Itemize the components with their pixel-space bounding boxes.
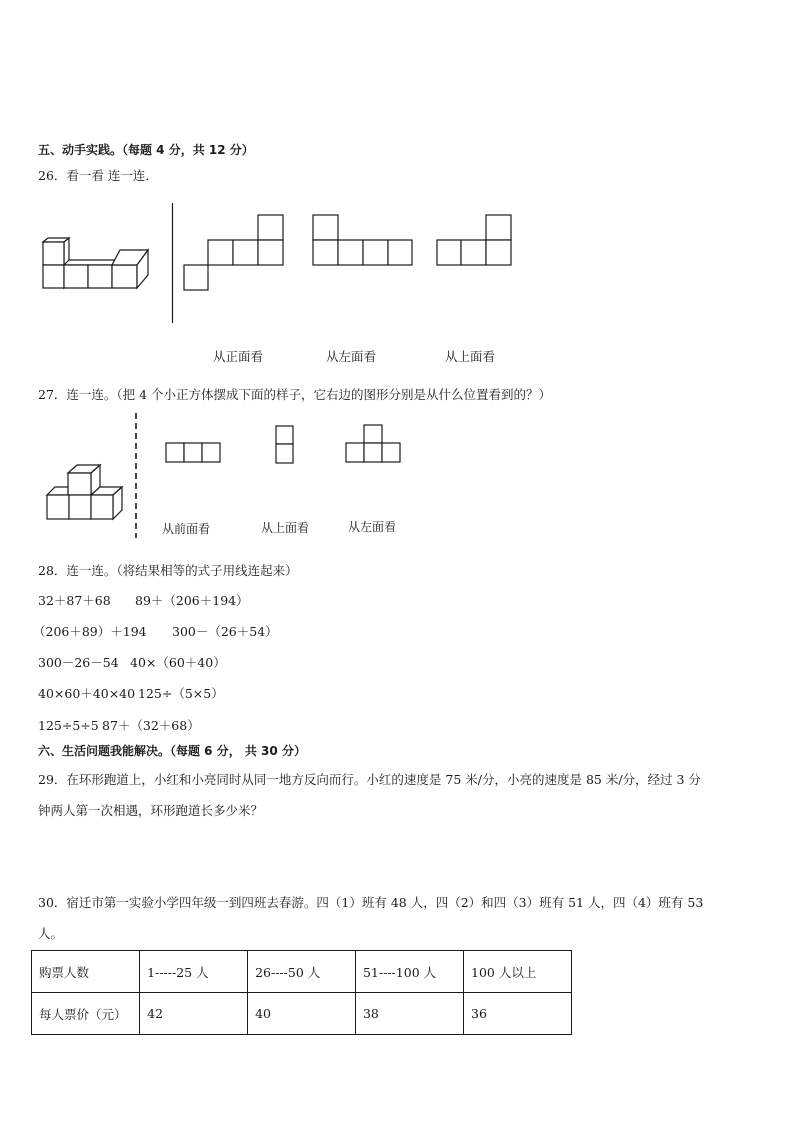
question-29-line-2: 钟两人第一次相遇，环形跑道长多少米？ [38,803,264,818]
q27-label-front: 从前面看 [162,522,211,536]
q26-solid-figure [40,238,155,293]
table-cell: 36 [464,993,572,1035]
q26-label-top: 从上面看 [445,349,496,364]
q27-label-left: 从左面看 [348,520,397,534]
table-cell: 42 [140,993,248,1035]
q28-left-expression-1: 32＋87＋68 [38,593,111,608]
q28-right-expression-4: 125÷（5×5） [138,686,224,701]
ticket-price-table [31,950,572,1035]
q26-view-option-1 [183,214,285,292]
table-cell: 购票人数 [32,951,140,993]
table-cell: 40 [248,993,356,1035]
q27-view-option-3 [345,424,403,464]
q27-view-option-2 [275,425,295,465]
table-cell: 每人票价（元） [32,993,140,1035]
q26-divider-line [171,203,175,323]
table-cell: 51----100 人 [355,951,463,993]
question-29-line-1: 29．在环形跑道上，小红和小亮同时从同一地方反向而行。小红的速度是 75 米/分，小亮的速度是 85 米/分，经过 3 分 [38,772,701,787]
question-27-title: 27．连一连。（把 4 个小正方体摆成下面的样子，它右边的图形分别是从什么位置看到的？） [38,387,552,402]
table-row [32,951,572,993]
question-30-line-2: 人。 [38,926,64,941]
question-26-title: 26．看一看 连一连． [38,168,158,183]
q27-label-top: 从上面看 [261,521,310,535]
q26-view-option-2 [312,214,414,268]
q28-right-expression-2: 300－（26＋54） [172,624,278,639]
q28-right-expression-3: 40×（60＋40） [130,655,226,670]
q27-solid-figure [44,463,126,523]
q26-view-option-3 [436,214,514,268]
q26-label-left: 从左面看 [326,349,377,364]
question-30-line-1: 30．宿迁市第一实验小学四年级一到四班去春游。四（1）班有 48 人，四（2）和四（3）班有 51 人，四（4）班有 53 [38,895,704,910]
q27-dashed-divider [133,413,139,538]
q27-view-option-1 [165,442,223,464]
table-cell: 1-----25 人 [140,951,248,993]
q28-right-expression-5: 87＋（32＋68） [102,718,200,733]
q28-left-expression-2: （206＋89）＋194 [33,624,147,639]
section-6-heading: 六、生活问题我能解决。（每题 6 分， 共 30 分） [38,744,306,758]
question-28-title: 28．连一连。（将结果相等的式子用线连起来） [38,563,298,578]
table-cell: 26----50 人 [248,951,356,993]
q28-left-expression-3: 300－26－54 [38,655,119,670]
table-cell: 100 人以上 [464,951,572,993]
table-cell: 38 [355,993,463,1035]
q28-left-expression-5: 125÷5÷5 [38,718,99,733]
q26-label-front: 从正面看 [213,349,264,364]
q28-right-expression-1: 89＋（206＋194） [135,593,249,608]
q28-left-expression-4: 40×60＋40×40 [38,686,136,701]
section-5-heading: 五、动手实践。（每题 4 分，共 12 分） [38,143,254,157]
table-row [32,993,572,1035]
